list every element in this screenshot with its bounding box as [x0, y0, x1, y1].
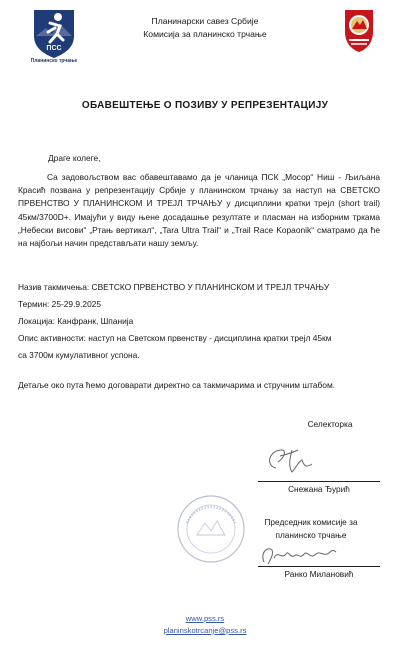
footer-website-link[interactable]: www.pss.rs — [185, 614, 225, 623]
closing-note: Детаље око пута ћемо договарати директно са такмичарима и стручним штабом. — [18, 380, 336, 390]
org-name: Планинарски савез Србије — [151, 16, 259, 26]
signature-name-selector: Снежана Ђурић — [288, 484, 350, 494]
competition-location: Локација: Канфранк, Шпанија — [18, 316, 134, 326]
signature-line-2 — [258, 566, 380, 567]
activity-description-cont: са 3700м кумулативног успона. — [18, 350, 140, 360]
document-title: ОБАВЕШТЕЊЕ О ПОЗИВУ У РЕПРЕЗЕНТАЦИЈУ — [81, 100, 329, 111]
footer-email-link[interactable]: planinskotrcanje@pss.rs — [163, 626, 247, 635]
signature-name-chairman: Ранко Милановић — [284, 569, 354, 579]
activity-description: Опис активности: наступ на Светском првенству - дисциплина кратки трејл 45км — [18, 333, 332, 343]
pss-emblem-icon — [339, 6, 379, 54]
handwritten-signature-2 — [258, 542, 340, 568]
signature-role-chairman-1: Председник комисије за — [264, 517, 358, 527]
handwritten-signature-1 — [262, 444, 322, 478]
logo-text: ПСС — [46, 45, 62, 52]
official-stamp — [175, 493, 247, 565]
signature-line-1 — [258, 481, 380, 482]
competition-name: Назив такмичења: СВЕТСКО ПРВЕНСТВО У ПЛАНИНСКОМ И ТРЕЈЛ ТРЧАЊУ — [18, 282, 330, 292]
competition-dates: Термин: 25-29.9.2025 — [18, 299, 102, 309]
signature-role-selector: Селекторка — [307, 419, 353, 429]
signature-role-chairman-2: планинско трчање — [275, 530, 347, 540]
commission-name: Комисија за планинско трчање — [143, 29, 267, 39]
body-paragraph: Са задовољством вас обавештавамо да је чланица ПСК „Мосор“ Ниш - Љиљана Красић позвана у репрезентацију Србије у планинском трчању за наступ на СВЕТСКО ПРВЕНСТВО У ПЛАНИНСКОМ И ТРЕЈЛ ТРЧАЊУ у дисциплини кратки трејл (short trail) 45км/3700D+. Имајући у виду њене досадашње резултате и пласман на изборним тркама „Небески висови“ „Ртањ вертикал“, „Tara Ultra Trail“ и „Trail Race Kopaonik“ сматрамо да ће на најбољи начин представљати нашу земљу. — [18, 172, 380, 249]
greeting: Драге колеге, — [48, 153, 101, 163]
logo-subtext: Планинско трчање — [30, 58, 78, 64]
